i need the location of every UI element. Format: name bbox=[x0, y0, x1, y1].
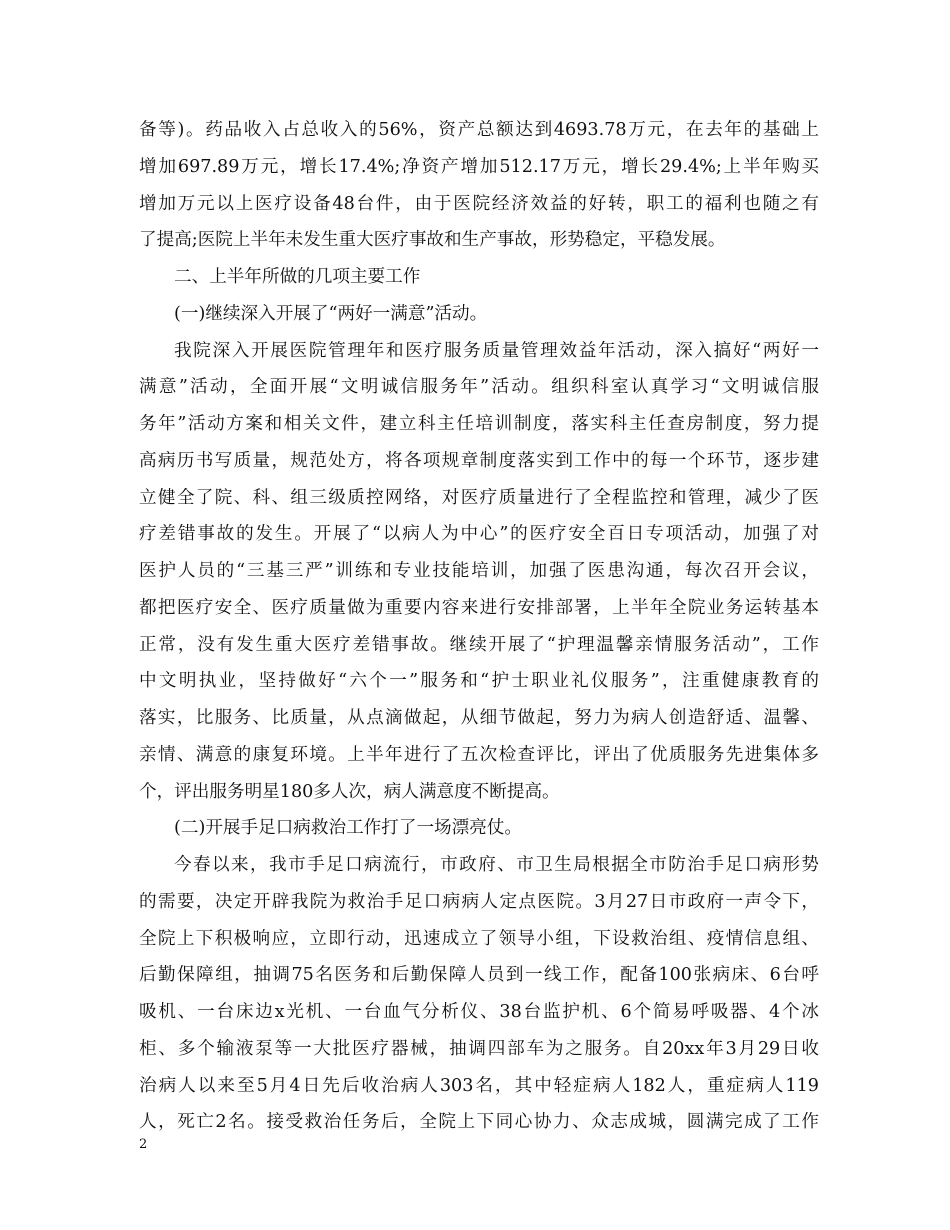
text-line: 立健全了院、科、组三级质控网络，对医疗质量进行了全程监控和管理，减少了医 bbox=[139, 487, 819, 508]
text-line: 今春以来，我市手足口病流行，市政府、市卫生局根据全市防治手足口病形势 bbox=[174, 855, 819, 875]
text-line: 吸机、一台床边x光机、一台血气分析仪、38台监护机、6个简易呼吸器、4个冰 bbox=[139, 1002, 819, 1022]
text-line: 治病人以来至5月4日先后收治病人303名，其中轻症病人182人，重症病人119 bbox=[139, 1075, 819, 1096]
text-line: 中文明执业，坚持做好“六个一”服务和“护士职业礼仪服务”，注重健康教育的 bbox=[139, 671, 819, 692]
text-line: 高病历书写质量，规范处方，将各项规章制度落实到工作中的每一个环节，逐步建 bbox=[139, 450, 819, 471]
text-line: (二)开展手足口病救治工作打了一场漂亮仗。 bbox=[174, 818, 523, 839]
text-line: 的需要，决定开辟我院为救治手足口病病人定点医院。3月27日市政府一声令下， bbox=[139, 891, 819, 912]
text-line: 柜、多个输液泵等一大批医疗器械，抽调四部车为之服务。自20xx年3月29日收 bbox=[139, 1038, 819, 1059]
text-line: 了提高;医院上半年未发生重大医疗事故和生产事故，形势稳定，平稳发展。 bbox=[139, 230, 726, 251]
text-line: 人，死亡2名。接受救治任务后，全院上下同心协力、众志成城，圆满完成了工作 bbox=[139, 1112, 819, 1133]
text-line: 亲情、满意的康复环境。上半年进行了五次检查评比，评出了优质服务先进集体多 bbox=[139, 744, 819, 765]
document-body bbox=[139, 112, 819, 1141]
text-line: 正常，没有发生重大医疗差错事故。继续开展了“护理温馨亲情服务活动”，工作 bbox=[139, 634, 819, 655]
text-line: 落实，比服务、比质量，从点滴做起，从细节做起，努力为病人创造舒适、温馨、 bbox=[139, 708, 819, 728]
text-line: 全院上下积极响应，立即行动，迅速成立了领导小组，下设救治组、疫情信息组、 bbox=[139, 928, 819, 949]
text-line: 增加万元以上医疗设备48台件，由于医院经济效益的好转，职工的福利也随之有 bbox=[139, 193, 819, 214]
text-line: 二、上半年所做的几项主要工作 bbox=[174, 267, 421, 287]
text-line: 务年”活动方案和相关文件，建立科主任培训制度，落实科主任查房制度，努力提 bbox=[139, 414, 819, 434]
text-line: (一)继续深入开展了“两好一满意”活动。 bbox=[174, 303, 488, 324]
text-line: 都把医疗安全、医疗质量做为重要内容来进行安排部署，上半年全院业务运转基本 bbox=[139, 597, 819, 618]
page-number: 2 bbox=[139, 1137, 148, 1152]
text-line: 备等)。药品收入占总收入的56%，资产总额达到4693.78万元，在去年的基础上 bbox=[139, 120, 819, 140]
text-line: 个，评出服务明星180多人次，病人满意度不断提高。 bbox=[139, 781, 560, 802]
text-line: 我院深入开展医院管理年和医疗服务质量管理效益年活动，深入搞好“两好一 bbox=[174, 340, 819, 361]
text-line: 后勤保障组，抽调75名医务和后勤保障人员到一线工作，配备100张病床、6台呼 bbox=[139, 965, 819, 986]
text-line: 增加697.89万元，增长17.4%;净资产增加512.17万元，增长29.4%;上半年购买 bbox=[139, 156, 819, 177]
text-line: 医护人员的“三基三严”训练和专业技能培训，加强了医患沟通，每次召开会议， bbox=[139, 561, 819, 581]
text-line: 满意”活动，全面开展“文明诚信服务年”活动。组织科室认真学习“文明诚信服 bbox=[139, 377, 819, 398]
text-line: 疗差错事故的发生。开展了“以病人为中心”的医疗安全百日专项活动，加强了对 bbox=[139, 524, 819, 545]
